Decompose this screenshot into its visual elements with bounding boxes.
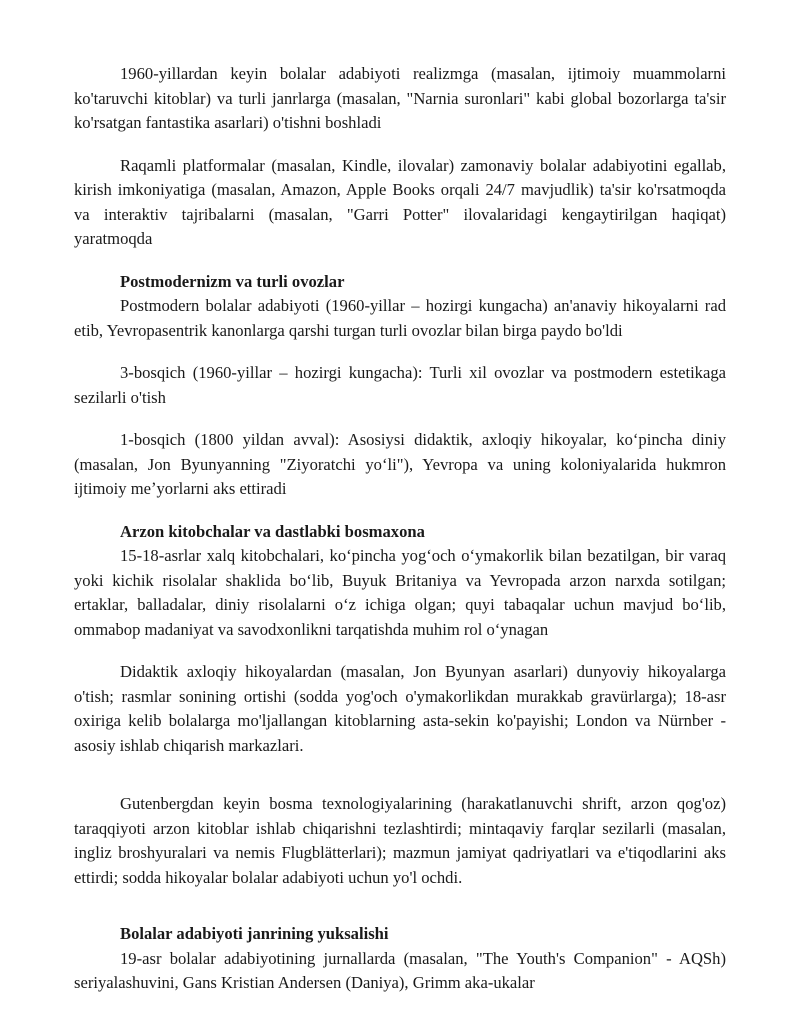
paragraph-realism: 1960-yillardan keyin bolalar adabiyoti realizmga (masalan, ijtimoiy muammolarni ko'taruvchi kitoblar) va turli janrlarga (masalan, "Narnia suronlari" kabi global bozorlarga ta'sir ko'rsatgan fantastika asarlari) o'tishni boshladi [74, 64, 726, 132]
paragraph-chapbooks: 15-18-asrlar xalq kitobchalari, koʻpincha yogʻoch oʻymakorlik bilan bezatilgan, bir varaq yoki kichik risolalar shaklida boʻlib, Buyuk Britaniya va Yevropada arzon narxda sotilgan; ertaklar, balladalar, diniy risolalarni oʻz ichiga olgan; quyi tabaqalar uchun mavjud boʻlib, ommabop madaniyat va savodxonlikni tarqatishda muhim rol oʻynagan [74, 546, 726, 639]
paragraph-postmodern: Postmodern bolalar adabiyoti (1960-yillar – hozirgi kungacha) an'anaviy hikoyalarni rad etib, Yevropasentrik kanonlarga qarshi turgan turli ovozlar bilan birga paydo bo'ldi [74, 296, 726, 340]
paragraph-19th-century: 19-asr bolalar adabiyotining jurnallarda (masalan, "The Youth's Companion" - AQSh) seriyalashuvini, Gans Kristian Andersen (Daniya), Grimm aka-ukalar [74, 948, 726, 992]
heading-chapbooks: Arzon kitobchalar va dastlabki bosmaxona [120, 521, 425, 541]
paragraph-stage-1: 1-bosqich (1800 yildan avval): Asosiysi didaktik, axloqiy hikoyalar, koʻpincha diniy (masalan, Jon Byunyanning "Ziyoratchi yoʻli"), Yevropa va uning koloniyalarida hukmron ijtimoiy meʼyorlarni aks ettiradi [74, 430, 726, 498]
heading-postmodernism: Postmodernizm va turli ovozlar [120, 271, 345, 291]
document-page [74, 62, 726, 996]
paragraph-gutenberg: Gutenbergdan keyin bosma texnologiyalarining (harakatlanuvchi shrift, arzon qog'oz) taraqqiyoti arzon kitoblar ishlab chiqarishni tezlashtirdi; mintaqaviy farqlar sezilarli (masalan, ingliz broshyuralari va nemis Flugblätterlari); mazmun jamiyat qadriyatlari va e'tiqodlarini aks ettirdi; sodda hikoyalar bolalar adabiyoti uchun yo'l ochdi. [74, 794, 726, 887]
paragraph-stage-3: 3-bosqich (1960-yillar – hozirgi kungacha): Turli xil ovozlar va postmodern estetikaga sezilarli o'tish [74, 363, 726, 407]
heading-genre-rise: Bolalar adabiyoti janrining yuksalishi [120, 924, 389, 943]
paragraph-didactic-transition: Didaktik axloqiy hikoyalardan (masalan, Jon Byunyan asarlari) dunyoviy hikoyalarga o'tish; rasmlar sonining ortishi (sodda yog'och o'ymakorlikdan murakkab gravürlarga); 18-asr oxiriga kelib bolalarga mo'ljallangan kitoblarning asta-sekin ko'payishi; London va Nürnber - asosiy ishlab chiqarish markazlari. [74, 662, 726, 755]
paragraph-digital-platforms: Raqamli platformalar (masalan, Kindle, ilovalar) zamonaviy bolalar adabiyotini egallab, kirish imkoniyatiga (masalan, Amazon, Apple Books orqali 24/7 mavjudlik) ta'sir ko'rsatmoqda va interaktiv tajribalarni (masalan, "Garri Potter" ilovalaridagi kengaytirilgan haqiqat) yaratmoqda [74, 155, 726, 248]
